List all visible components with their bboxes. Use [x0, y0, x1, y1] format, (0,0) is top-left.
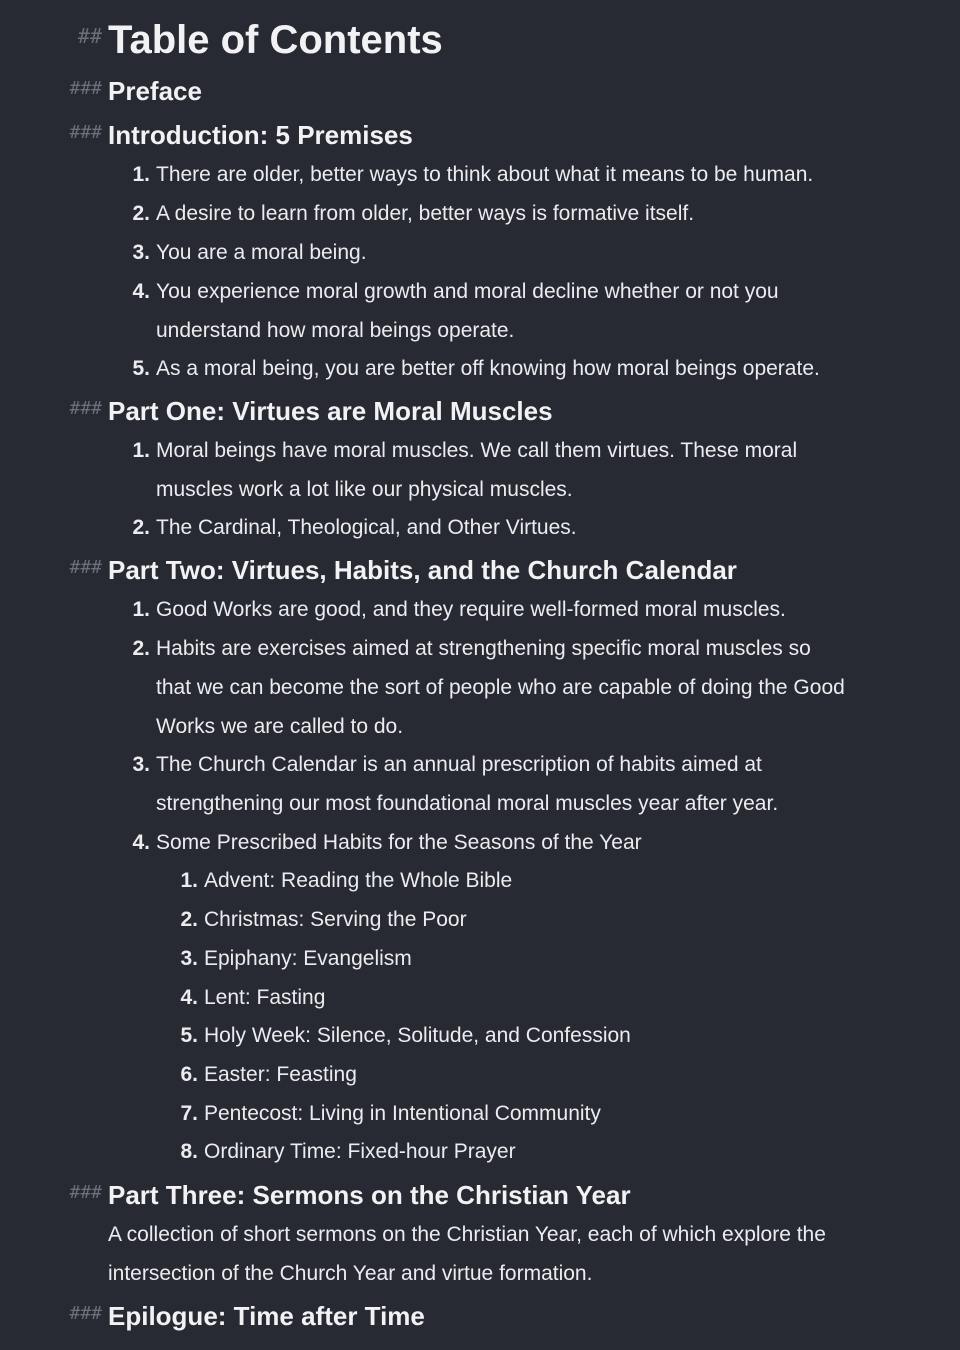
- heading-part-three: [69, 1178, 631, 1212]
- list-item: [180, 1095, 864, 1134]
- list-text: You are a moral being.: [156, 241, 367, 264]
- list-item: [180, 901, 864, 940]
- list-text: Lent: Fasting: [204, 986, 326, 1009]
- page-title-text: Table of Contents: [108, 18, 443, 62]
- heading-part-two: [69, 553, 737, 587]
- list-number: 5.: [132, 357, 150, 380]
- list-text: The Cardinal, Theological, and Other Virtues.: [156, 516, 577, 539]
- list-text: Epiphany: Evangelism: [204, 947, 412, 970]
- list-number: 3.: [132, 241, 150, 264]
- heading-marker: ###: [69, 1303, 102, 1324]
- list-text: A desire to learn from older, better ways is formative itself.: [156, 202, 695, 225]
- list-number: 4.: [132, 280, 150, 303]
- list-text: Easter: Feasting: [204, 1063, 357, 1086]
- heading-marker: ###: [69, 398, 102, 419]
- heading-marker: ###: [69, 122, 102, 143]
- list-number: 3.: [132, 753, 150, 776]
- section-description: A collection of short sermons on the Christian Year, each of which explore the intersection of the Church Year and virtue formation.: [108, 1223, 826, 1285]
- heading-text: Introduction: 5 Premises: [108, 120, 413, 150]
- list-number: 4.: [132, 831, 150, 854]
- list-text: You experience moral growth and moral decline whether or not you understand how moral beings operate.: [156, 280, 779, 342]
- list-number: 8.: [180, 1140, 198, 1163]
- list-number: 4.: [180, 986, 198, 1009]
- list-item: [132, 195, 856, 234]
- list-text: There are older, better ways to think about what it means to be human.: [156, 163, 814, 186]
- list-text: Pentecost: Living in Intentional Community: [204, 1102, 601, 1125]
- list-number: 3.: [180, 947, 198, 970]
- list-item: [132, 591, 856, 630]
- heading-preface: [69, 74, 202, 108]
- list-number: 2.: [180, 908, 198, 931]
- list-item: [132, 509, 856, 548]
- list-item: [132, 156, 856, 195]
- list-number: 7.: [180, 1102, 198, 1125]
- list-number: 2.: [132, 516, 150, 539]
- heading-text: Epilogue: Time after Time: [108, 1301, 425, 1331]
- list-item: [132, 746, 816, 824]
- list-item: [180, 1056, 864, 1095]
- list-item: [180, 862, 864, 901]
- list-item: [180, 979, 864, 1018]
- list-number: 1.: [132, 439, 150, 462]
- list-number: 1.: [132, 163, 150, 186]
- list-text: Christmas: Serving the Poor: [204, 908, 467, 931]
- list-number: 5.: [180, 1024, 198, 1047]
- heading-marker: ###: [69, 78, 102, 99]
- list-text: Moral beings have moral muscles. We call them virtues. These moral muscles work a lot like our physical muscles.: [156, 439, 798, 501]
- heading-text: Part Three: Sermons on the Christian Year: [108, 1180, 631, 1210]
- list-item: [132, 273, 816, 351]
- list-number: 6.: [180, 1063, 198, 1086]
- list-text: As a moral being, you are better off knowing how moral beings operate.: [156, 357, 820, 380]
- list-item: [180, 1017, 864, 1056]
- list-text: Good Works are good, and they require well-formed moral muscles.: [156, 598, 786, 621]
- list-number: 1.: [180, 869, 198, 892]
- list-number: 1.: [132, 598, 150, 621]
- page-title: [77, 14, 443, 66]
- list-number: 2.: [132, 637, 150, 660]
- list-text: Holy Week: Silence, Solitude, and Confession: [204, 1024, 631, 1047]
- heading-marker: ###: [69, 1182, 102, 1203]
- heading-introduction: [69, 118, 413, 152]
- heading-text: Part One: Virtues are Moral Muscles: [108, 396, 553, 426]
- heading-text: Part Two: Virtues, Habits, and the Church Calendar: [108, 555, 737, 585]
- heading-marker: ##: [77, 24, 102, 48]
- heading-epilogue: [69, 1299, 425, 1333]
- list-item: [132, 234, 856, 273]
- list-item: [132, 630, 846, 746]
- list-text: Habits are exercises aimed at strengthening specific moral muscles so that we can become the sort of people who are capable of doing the Good Works we are called to do.: [156, 637, 845, 738]
- list-text: Ordinary Time: Fixed-hour Prayer: [204, 1140, 516, 1163]
- list-text: Some Prescribed Habits for the Seasons of the Year: [156, 831, 642, 854]
- list-item: [132, 824, 856, 863]
- list-item: [180, 940, 864, 979]
- heading-marker: ###: [69, 557, 102, 578]
- list-item: [180, 1133, 864, 1172]
- heading-text: Preface: [108, 76, 202, 106]
- list-number: 2.: [132, 202, 150, 225]
- list-text: Advent: Reading the Whole Bible: [204, 869, 513, 892]
- list-text: The Church Calendar is an annual prescription of habits aimed at strengthening our most foundational moral muscles year after year.: [156, 753, 779, 815]
- list-item: [132, 432, 826, 510]
- list-item: [132, 350, 876, 389]
- heading-part-one: [69, 394, 553, 428]
